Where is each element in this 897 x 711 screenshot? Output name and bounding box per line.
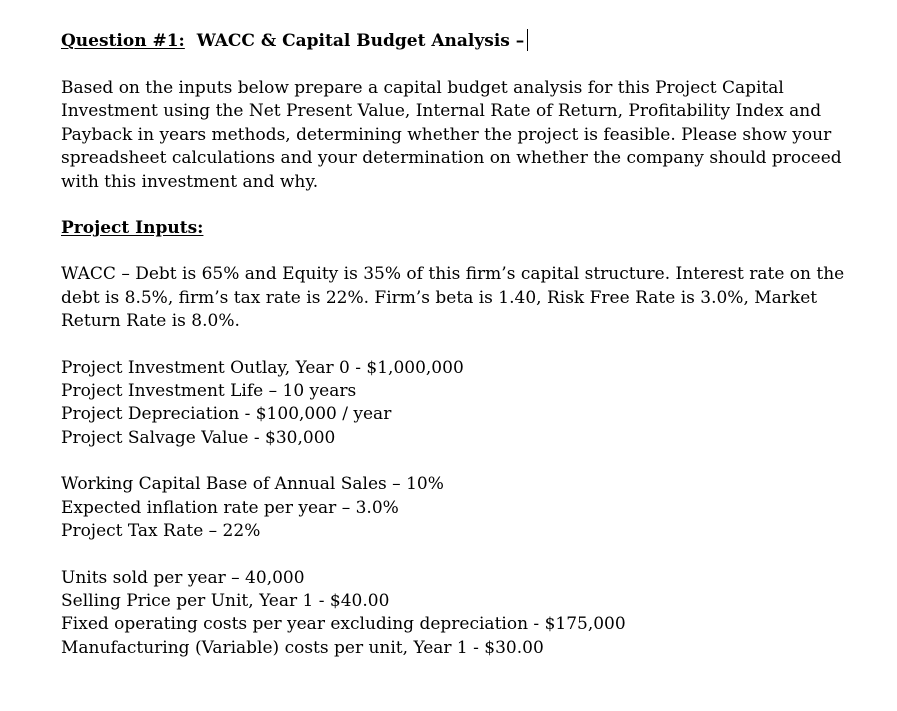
input-line: Project Depreciation - $100,000 / year bbox=[61, 404, 392, 425]
wacc-paragraph: WACC – Debt is 65% and Equity is 35% of this firm’s capital structure. Interest rate on the debt is 8.5%, firm’s tax rate is 22%. Firm’s beta is 1.40, Risk Free Rate is 3.0%, Market Return Rate is 8.0%. bbox=[61, 264, 845, 332]
question-heading bbox=[61, 29, 861, 53]
input-line: Working Capital Base of Annual Sales – 10% bbox=[61, 474, 444, 495]
text-cursor[interactable] bbox=[527, 29, 528, 51]
input-line: Project Tax Rate – 22% bbox=[61, 521, 261, 542]
input-line: Manufacturing (Variable) costs per unit, Year 1 - $30.00 bbox=[61, 637, 544, 658]
question-title: WACC & Capital Budget Analysis – bbox=[196, 31, 525, 51]
input-line: Units sold per year – 40,000 bbox=[61, 567, 305, 588]
project-inputs-heading: Project Inputs: bbox=[61, 218, 204, 239]
section-heading bbox=[61, 217, 861, 240]
input-line: Project Investment Life – 10 years bbox=[61, 381, 357, 402]
input-line: Expected inflation rate per year – 3.0% bbox=[61, 497, 399, 518]
input-line: Project Investment Outlay, Year 0 - $1,000,000 bbox=[61, 357, 464, 378]
input-line: Project Salvage Value - $30,000 bbox=[61, 427, 336, 448]
investment-inputs bbox=[61, 357, 861, 451]
intro-paragraph: Based on the inputs below prepare a capital budget analysis for this Project Capital Investment using the Net Present Value, Internal Rate of Return, Profitability Index and Payback in years methods, determining whether the project is feasible. Please show your spreadsheet calculations and your determination on whether the company should proceed with this investment and why. bbox=[61, 78, 842, 192]
operations-inputs bbox=[61, 567, 861, 661]
capital-inputs bbox=[61, 473, 861, 543]
input-line: Selling Price per Unit, Year 1 - $40.00 bbox=[61, 590, 390, 611]
question-number: Question #1: bbox=[61, 31, 185, 51]
document-page bbox=[61, 29, 861, 660]
input-line: Fixed operating costs per year excluding depreciation - $175,000 bbox=[61, 614, 626, 635]
